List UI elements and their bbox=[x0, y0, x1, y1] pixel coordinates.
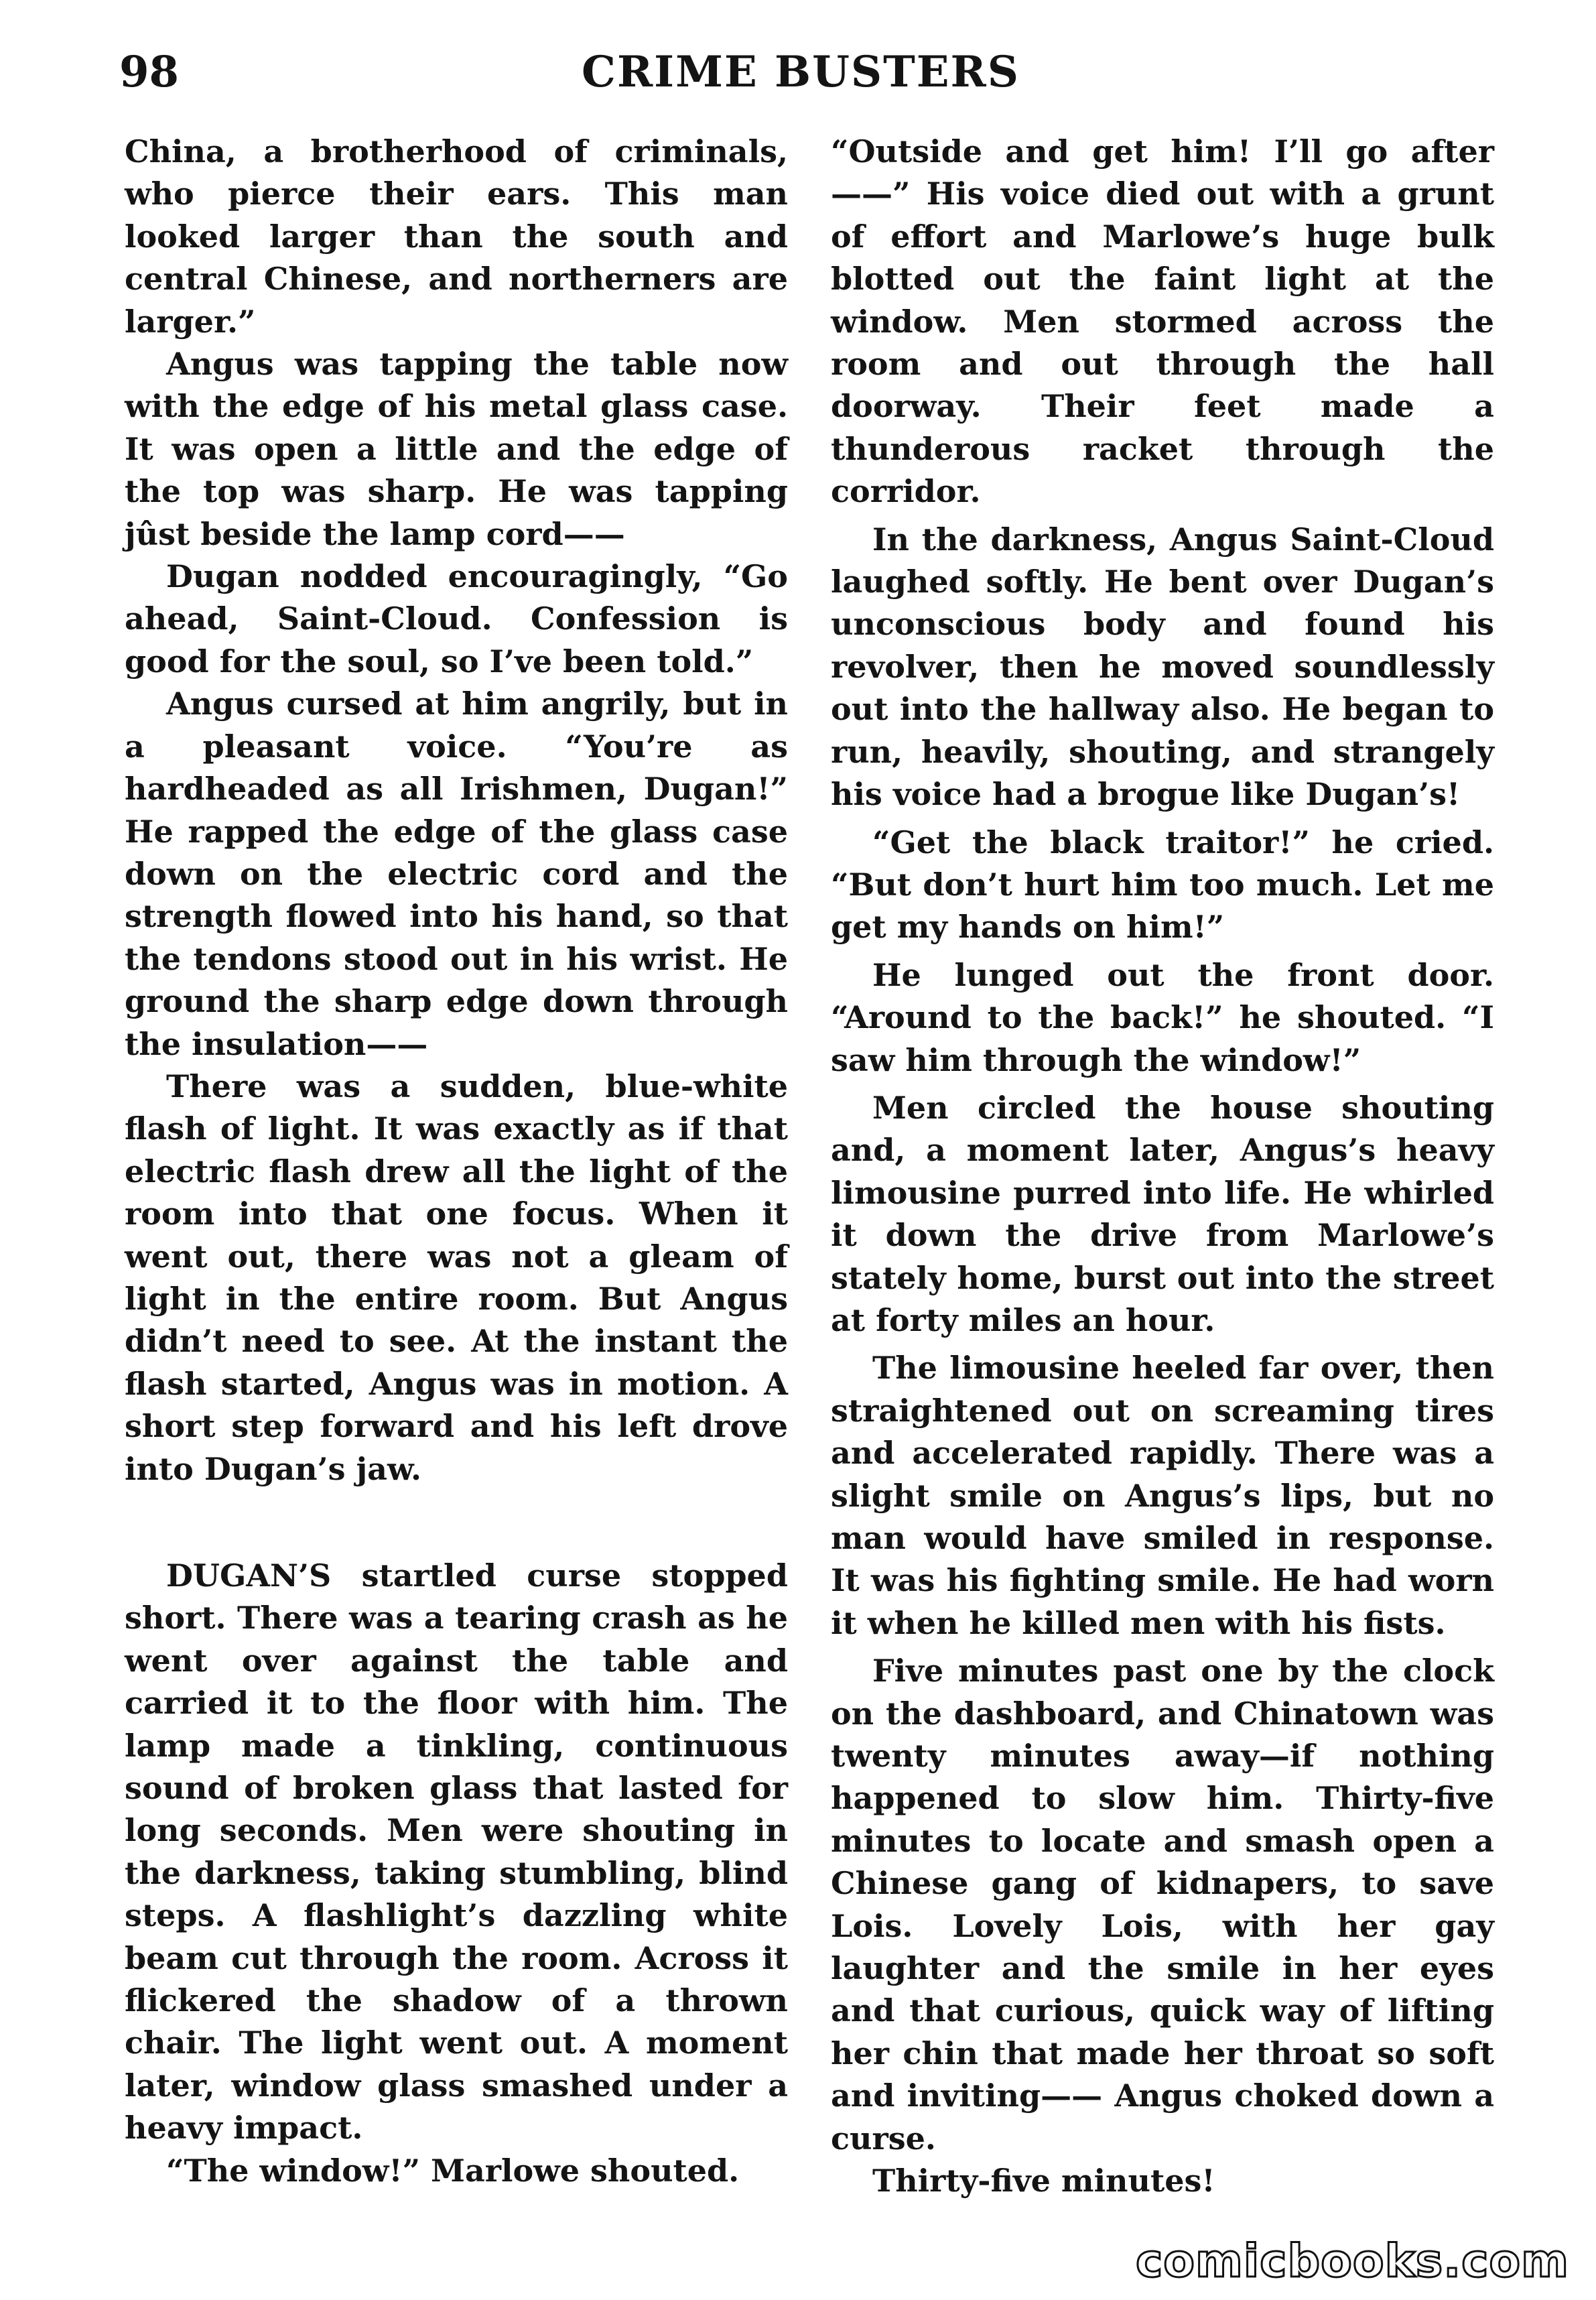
paragraph: “The window!” Marlowe shouted. bbox=[166, 2152, 740, 2189]
paragraph: Thirty-five minutes! bbox=[872, 2163, 1215, 2199]
page-header bbox=[119, 39, 1482, 106]
paragraph: He lunged out the front door. “Around to the back!” he shouted. “I saw him through the window!” bbox=[831, 956, 1494, 1078]
paragraph: Angus was tapping the table now with the edge of his metal glass case. It was open a little and the edge of the top was sharp. He was tapping jûst beside the lamp cord—— bbox=[125, 346, 788, 552]
paragraph: Men circled the house shouting and, a moment later, Angus’s heavy limousine purred into life. He whirled it down the drive from Marlowe’s stately home, burst out into the street at forty miles an hour. bbox=[831, 1089, 1494, 1338]
page-number: 98 bbox=[119, 47, 180, 97]
paragraph: There was a sudden, blue-white flash of light. It was exactly as if that electric flash drew all the light of the room into that one focus. When it went out, there was not a gleam of light in the entire room. But Angus didn’t need to see. At the instant the flash started, Angus was in motion. A short step forward and his left drove into Dugan’s jaw. bbox=[125, 1068, 788, 1487]
running-head: CRIME BUSTERS bbox=[582, 47, 1020, 97]
paragraph: “Get the black traitor!” he cried. “But don’t hurt him too much. Let me get my hands on him!” bbox=[831, 824, 1494, 946]
paragraph: Dugan nodded encouragingly, “Go ahead, Saint-Cloud. Confession is good for the soul, so I’ve been told.” bbox=[125, 558, 788, 680]
paragraph: In the darkness, Angus Saint-Cloud laughed softly. He bent over Dugan’s unconscious body and found his revolver, then he moved soundlessly out into the hallway also. He began to run, heavily, shouting, and strangely his voice had a brogue like Dugan’s! bbox=[831, 521, 1494, 813]
paragraph: Five minutes past one by the clock on the dashboard, and Chinatown was twenty minutes away—if nothing happened to slow him. Thirty-five minutes to locate and smash open a Chinese gang of kidnapers, to save Lois. Lovely Lois, with her gay laughter and the smile in her eyes and that curious, quick way of lifting her chin that made her throat so soft and inviting—— Angus choked down a curse. bbox=[831, 1653, 1494, 2157]
left-column bbox=[125, 131, 788, 2192]
paragraph: Angus cursed at him angrily, but in a pleasant voice. “You’re as hardheaded as all Irishmen, Dugan!” He rapped the edge of the glass case down on the electric cord and the strength flowed into his hand, so that the tendons stood out in his wrist. He ground the sharp edge down through the insulation—— bbox=[125, 686, 788, 1062]
paragraph: “Outside and get him! I’ll go after ——” His voice died out with a grunt of effort and Marlowe’s huge bulk blotted out the faint light at the window. Men stormed across the room and out through the hall doorway. Their feet made a thunderous racket through the corridor. bbox=[831, 133, 1494, 510]
watermark: comicbooks.com bbox=[1135, 2235, 1569, 2288]
paragraph: The limousine heeled far over, then straightened out on screaming tires and accelerated rapidly. There was a slight smile on Angus’s lips, but no man would have smiled in response. It was his fighting smile. He had worn it when he killed men with his fists. bbox=[831, 1350, 1494, 1641]
right-column bbox=[831, 131, 1494, 2203]
paragraph: China, a brotherhood of criminals, who pierce their ears. This man looked larger than the south and central Chinese, and northerners are larger.” bbox=[125, 133, 788, 340]
section-opening-paragraph: DUGAN’S startled curse stopped short. There was a tearing crash as he went over against the table and carried it to the floor with him. The lamp made a tinkling, continuous sound of broken glass that lasted for long seconds. Men were shouting in the darkness, taking stumbling, blind steps. A flashlight’s dazzling white beam cut through the room. Across it flickered the shadow of a thrown chair. The light went out. A moment later, window glass smashed under a heavy impact. bbox=[125, 1557, 788, 2147]
